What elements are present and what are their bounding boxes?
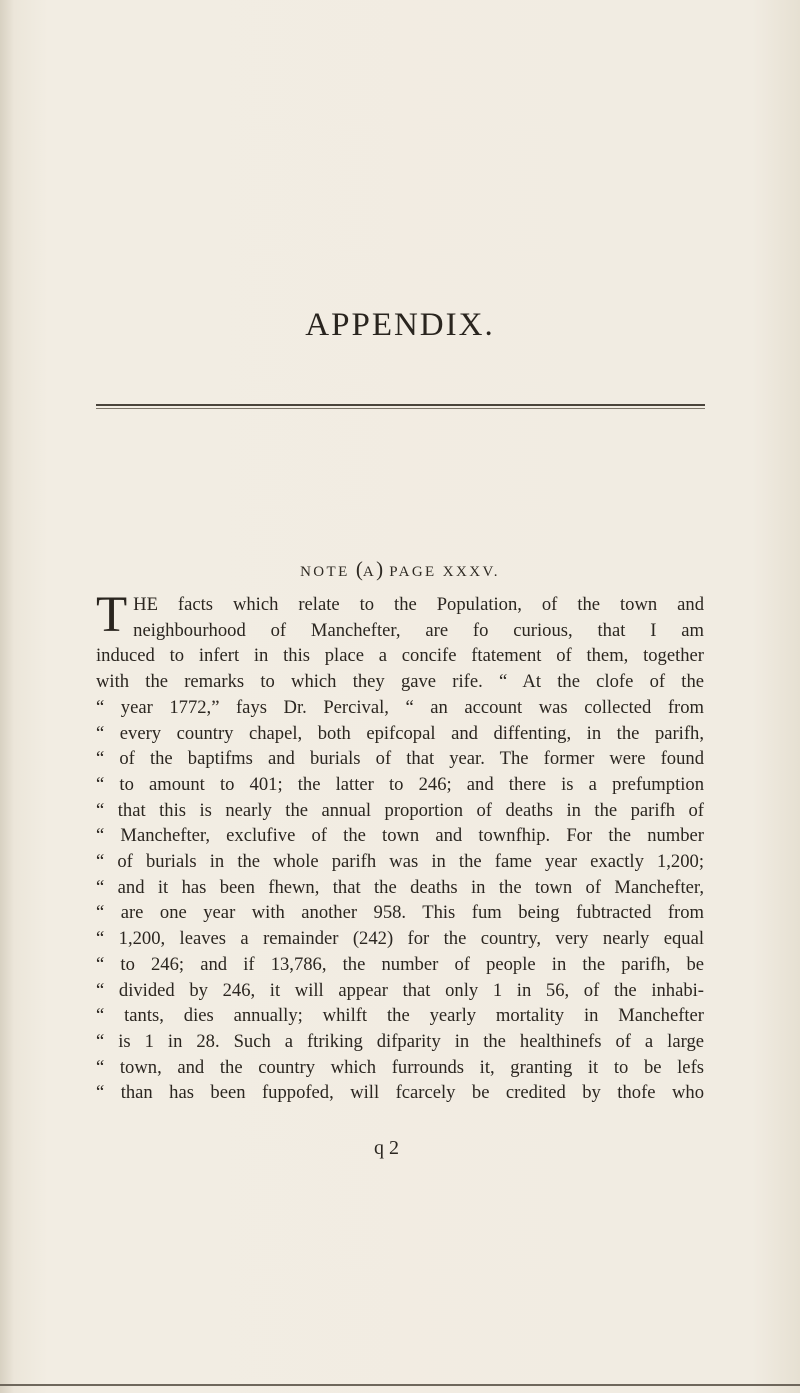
note-heading (0, 557, 800, 582)
text-line: neighbourhood of Manchefter, are fo curious, that I am (133, 619, 704, 641)
text-line: “ to 246; and if 13,786, the number of people in the parifh, be (96, 953, 704, 975)
appendix-heading: APPENDIX. (305, 307, 495, 343)
text-line: “ is 1 in 28. Such a ftriking difparity in the healthinefs of a large (96, 1030, 704, 1052)
text-line: “ Manchefter, exclufive of the town and townfhip. For the number (96, 825, 704, 847)
note-letter: A (362, 564, 377, 580)
text-line: “ year 1772,” fays Dr. Percival, “ an account was collected from (96, 696, 704, 718)
text-line: “ and it has been fhewn, that the deaths in the town of Manchefter, (96, 876, 704, 898)
text-line: with the remarks to which they gave rife. “ At the clofe of the (96, 671, 704, 693)
text-line: “ tants, dies annually; whilft the yearly mortality in Manchefter (96, 1005, 704, 1027)
text-line: “ that this is nearly the annual proportion of deaths in the parifh of (96, 799, 704, 821)
text-line: “ are one year with another 958. This fum being fubtracted from (96, 902, 704, 924)
text-line: “ of the baptifms and burials of that year. The former were found (96, 748, 704, 770)
text-line: “ town, and the country which furrounds it, granting it to be lefs (96, 1056, 704, 1078)
text-line: “ to amount to 401; the latter to 246; and there is a prefumption (96, 773, 704, 795)
text-line: “ 1,200, leaves a remainder (242) for the country, very nearly equal (96, 928, 704, 950)
note-open-paren: ( (355, 557, 363, 581)
body-text (96, 587, 704, 1106)
heading-rule-thin (96, 408, 705, 409)
page-bottom-border (0, 1384, 800, 1386)
text-line: induced to infert in this place a concife ftatement of them, together (96, 645, 704, 667)
note-close-paren: ) (376, 557, 384, 581)
drop-cap: T (96, 587, 128, 643)
page-edge-shadow (0, 0, 14, 1393)
text-line: “ of burials in the whole parifh was in the fame year exactly 1,200; (96, 851, 704, 873)
note-page-ref: PAGE XXXV. (389, 564, 500, 580)
signature-mark: q 2 (374, 1137, 399, 1159)
text-line: HE facts which relate to the Population, of the town and (133, 594, 704, 615)
note-label: NOTE (300, 564, 350, 580)
heading-rule-thick (96, 404, 705, 406)
text-line: “ than has been fuppofed, will fcarcely be credited by thofe who (96, 1082, 704, 1104)
text-line: “ divided by 246, it will appear that only 1 in 56, of the inhabi- (96, 979, 704, 1001)
text-line: “ every country chapel, both epifcopal and diffenting, in the parifh, (96, 722, 704, 744)
